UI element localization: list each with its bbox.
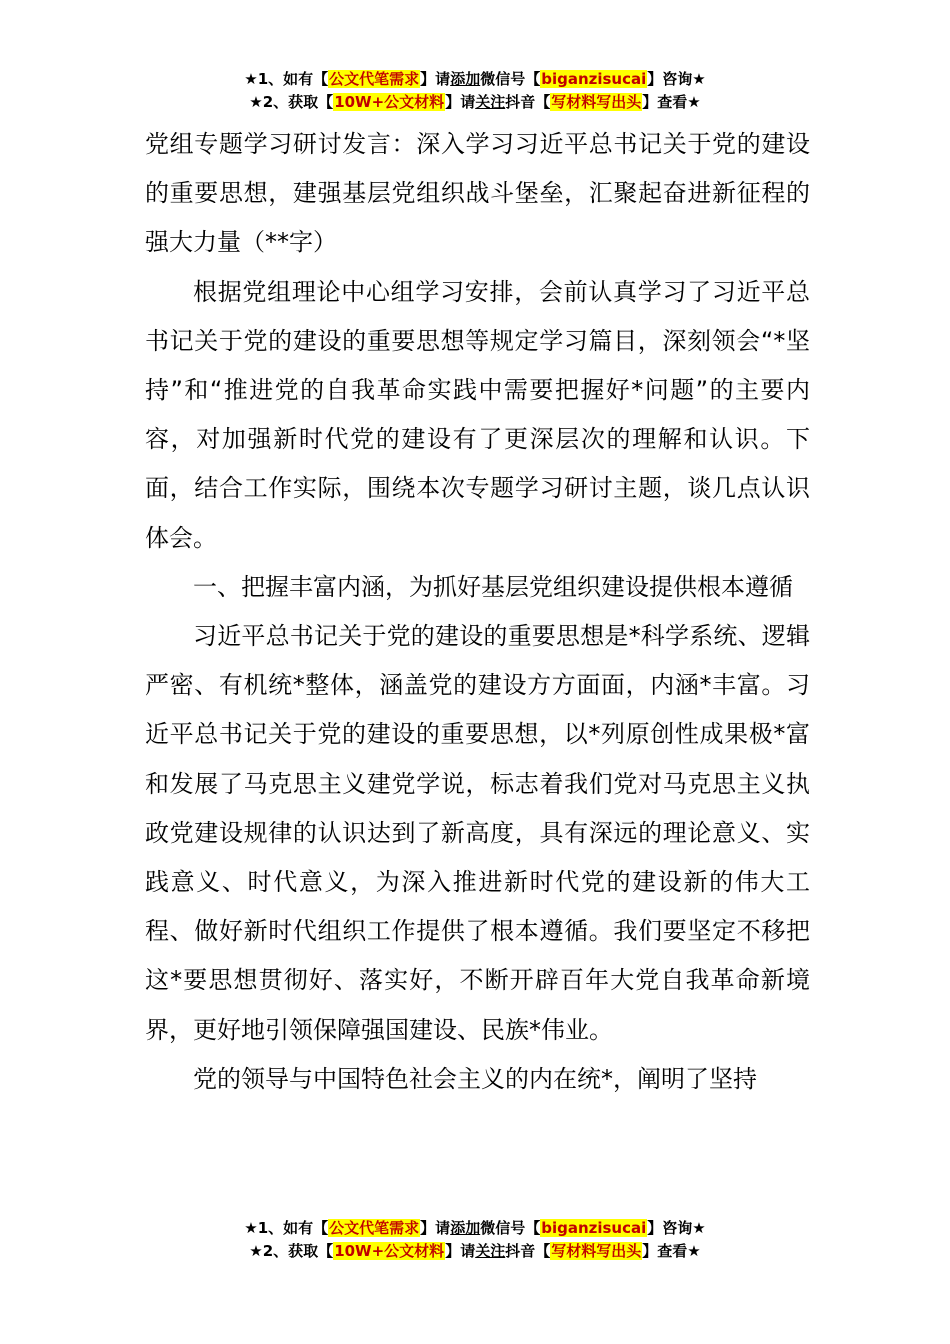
banner-douyin-id: 写材料写出头 — [551, 93, 642, 111]
banner-line-1: ★1、如有【公文代笔需求】请添加微信号【biganzisucai】咨询★ — [244, 1219, 706, 1237]
paragraph-body: 习近平总书记关于党的建设的重要思想是*科学系统、逻辑严密、有机统*整体，涵盖党的建设方方面面，内涵*丰富。习近平总书记关于党的建设的重要思想，以*列原创性成果极*富和发展了马克思主义建党学说，标志着我们党对马克思主义执政党建设规律的认识达到了新高度，具有深远的理论意义、实践意义、时代意义，为深入推进新时代党的建设新的伟大工程、做好新时代组织工作提供了根本遵循。我们要坚定不移把这*要思想贯彻好、落实好，不断开辟百年大党自我革命新境界，更好地引领保障强国建设、民族*伟业。 — [145, 622, 810, 1044]
banner-highlight: 10W+公文材料 — [334, 93, 445, 111]
banner-wechat-id: biganzisucai — [541, 1219, 647, 1237]
banner-highlight: 公文代笔需求 — [329, 70, 420, 88]
banner-highlight: 10W+公文材料 — [334, 1242, 445, 1260]
banner-line-1: ★1、如有【公文代笔需求】请添加微信号【biganzisucai】咨询★ — [244, 70, 706, 88]
section-heading: 一、把握丰富内涵，为抓好基层党组织建设提供根本遵循 — [193, 572, 793, 601]
header-banner — [0, 68, 950, 114]
banner-line-2: ★2、获取【10W+公文材料】请关注抖音【写材料写出头】查看★ — [249, 93, 701, 111]
banner-douyin-id: 写材料写出头 — [551, 1242, 642, 1260]
document-body — [145, 120, 810, 1104]
document-title: 党组专题学习研讨发言：深入学习习近平总书记关于党的建设的重要思想，建强基层党组织战斗堡垒，汇聚起奋进新征程的强大力量（**字） — [145, 130, 810, 257]
banner-line-2: ★2、获取【10W+公文材料】请关注抖音【写材料写出头】查看★ — [249, 1242, 701, 1260]
footer-banner — [0, 1217, 950, 1263]
paragraph-body: 党的领导与中国特色社会主义的内在统*，阐明了坚持 — [193, 1064, 757, 1093]
banner-wechat-id: biganzisucai — [541, 70, 647, 88]
paragraph-intro: 根据党组理论中心组学习安排，会前认真学习了习近平总书记关于党的建设的重要思想等规定学习篇目，深刻领会“*坚持”和“推进党的自我革命实践中需要把握好*问题”的主要内容，对加强新时代党的建设有了更深层次的理解和认识。下面，结合工作实际，围绕本次专题学习研讨主题，谈几点认识体会。 — [145, 277, 810, 552]
banner-highlight: 公文代笔需求 — [329, 1219, 420, 1237]
